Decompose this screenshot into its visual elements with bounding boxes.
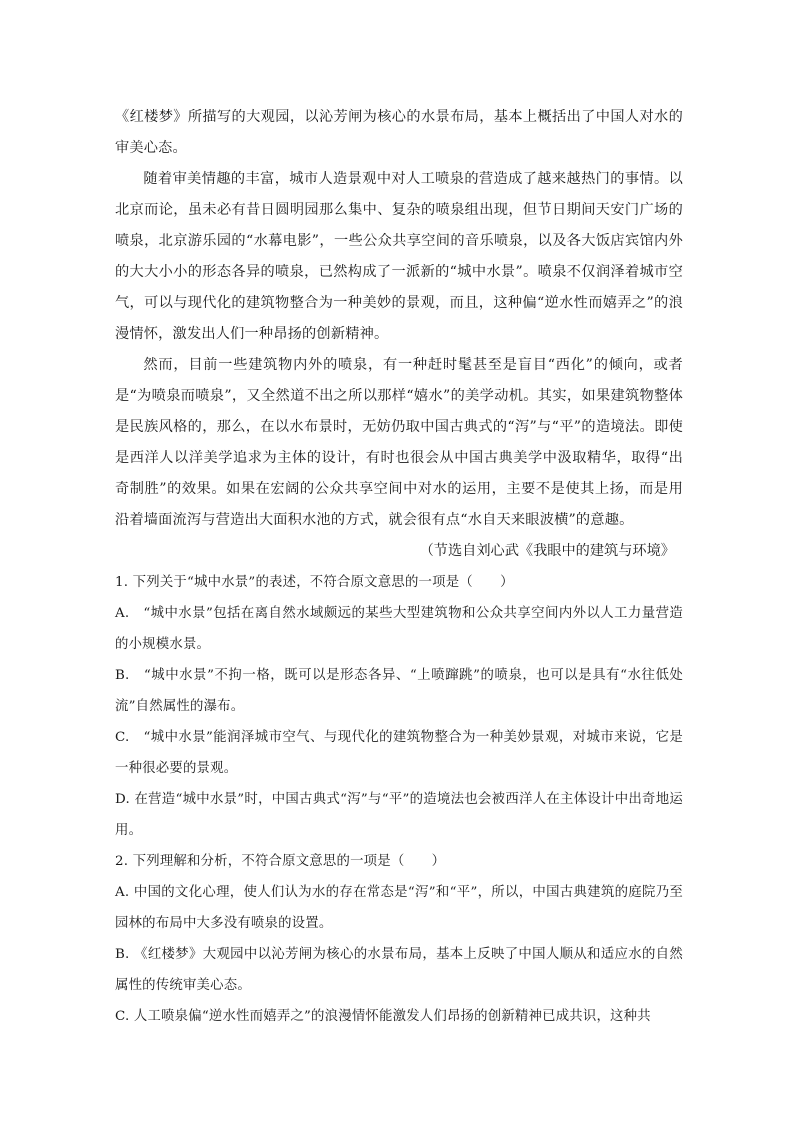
question-2-option-a: A. 中国的文化心理，使人们认为水的存在常态是“泻”和“平”，所以，中国古典建筑的庭院乃至园林的布局中大多没有喷泉的设置。 xyxy=(115,885,683,931)
passage-paragraph-3: 然而，目前一些建筑物内外的喷泉，有一种赶时髦甚至是盲目“西化”的倾向，或者是“为喷泉而喷泉”，又全然道不出之所以那样“嬉水”的美学动机。其实，如果建筑物整体是民族风格的，那么，在以水布景时，无妨仍取中国古典式的“泻”与“平”的造境法。即使是西洋人以洋美学追求为主体的设计，有时也很会从中国古典美学中汲取精华，取得“出奇制胜”的效果。如果在宏阔的公众共享空间中对水的运用，主要不是使其上扬，而是用沿着墙面流泻与营造出大面积水池的方式，就会很有点“水自天来眼波横”的意趣。 xyxy=(115,357,683,528)
question-2 xyxy=(115,846,683,1032)
question-1-option-c: C. “城中水景”能润泽城市空气、与现代化的建筑物整合为一种美妙景观，对城市来说，它是一种很必要的景观。 xyxy=(115,730,683,776)
passage-paragraph-2: 随着审美情趣的丰富，城市人造景观中对人工喷泉的营造成了越来越热门的事情。以北京而论，虽未必有昔日圆明园那么集中、复杂的喷泉组出现，但节日期间天安门广场的喷泉，北京游乐园的“水幕电影”，一些公众共享空间的音乐喷泉，以及各大饭店宾馆内外的大大小小的形态各异的喷泉，已然构成了一派新的“城中水景”。喷泉不仅润泽着城市空气，可以与现代化的建筑物整合为一种美妙的景观，而且，这种偏“逆水性而嬉弄之”的浪漫情怀，激发出人们一种昂扬的创新精神。 xyxy=(115,171,683,342)
question-1-option-a: A. “城中水景”包括在离自然水域颇远的某些大型建筑物和公众共享空间内外以人工力量营造的小规模水景。 xyxy=(115,606,683,652)
question-2-stem: 2. 下列理解和分析，不符合原文意思的一项是（ ） xyxy=(115,854,446,869)
question-2-option-c: C. 人工喷泉偏“逆水性而嬉弄之”的浪漫情怀能激发人们昂扬的创新精神已成共识，这种共 xyxy=(115,1009,651,1024)
question-1 xyxy=(115,567,683,846)
question-1-stem: 1. 下列关于“城中水景”的表述，不符合原文意思的一项是（ ） xyxy=(115,575,514,590)
passage-source: （节选自刘心武《我眼中的建筑与环境》 xyxy=(419,543,675,559)
document-page xyxy=(115,102,683,1032)
question-2-option-b: B. 《红楼梦》大观园中以沁芳闸为核心的水景布局，基本上反映了中国人顺从和适应水的自然属性的传统审美心态。 xyxy=(115,947,683,993)
question-1-option-b: B. “城中水景”不拘一格，既可以是形态各异、“上喷蹿跳”的喷泉，也可以是具有“水往低处流”自然属性的瀑布。 xyxy=(115,668,683,714)
passage-paragraph-1: 《红楼梦》所描写的大观园，以沁芳闸为核心的水景布局，基本上概括出了中国人对水的审美心态。 xyxy=(115,109,683,156)
question-1-option-d: D. 在营造“城中水景”时，中国古典式“泻”与“平”的造境法也会被西洋人在主体设计中出奇地运用。 xyxy=(115,792,683,838)
